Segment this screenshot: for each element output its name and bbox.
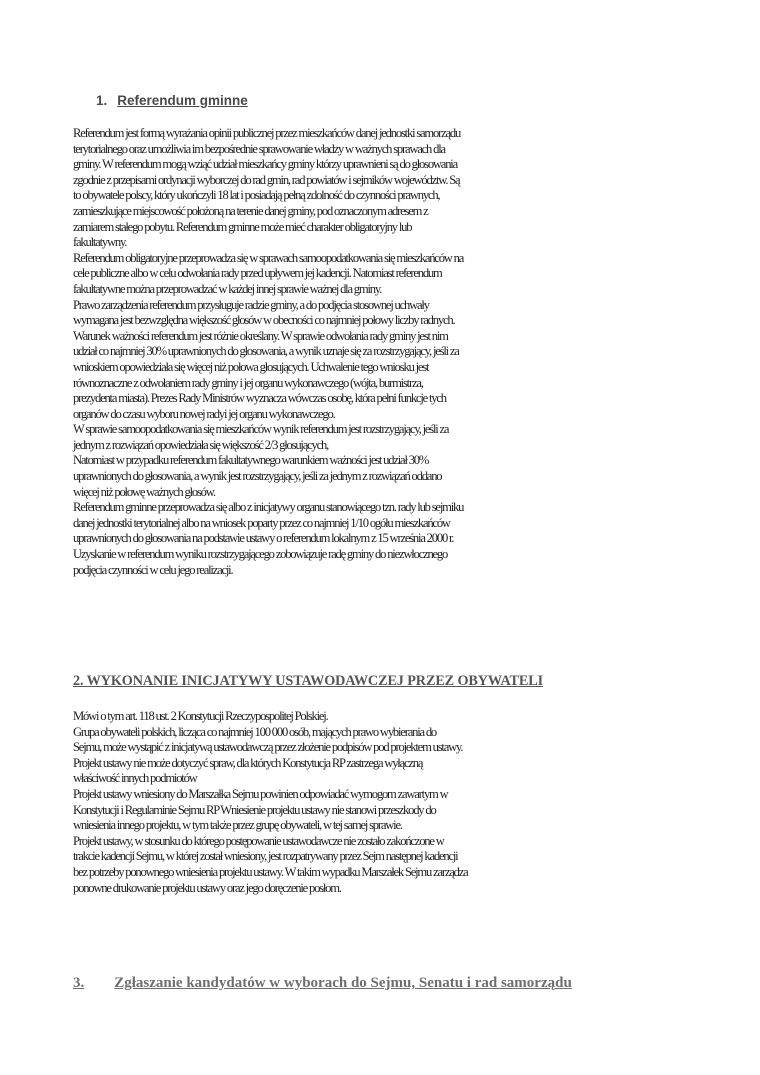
section-1-title: Referendum gminne [117, 93, 248, 108]
text-line: fakultatywne można przeprowadzać w każdej innej sprawie ważnej dla gminy. [73, 281, 382, 296]
text-line: Projekt ustawy wniesiony do Marszałka Sejmu powinien odpowiadać wymogom zawartym w [73, 786, 448, 801]
text-line: Prawo zarządzenia referendum przysługuje radzie gminy, a do podjęcia stosownej uchwały [73, 297, 429, 312]
text-line: zgodnie z przepisami ordynacji wyborczej do rad gmin, rad powiatów i sejmików województw. Są [73, 172, 460, 187]
text-line: terytorialnego oraz umożliwia im bezpośrednie sprawowanie władzy w ważnych sprawach dla [73, 141, 445, 156]
section-2-body [73, 709, 693, 896]
text-line: zamieszkujące miejscowość położoną na terenie danej gminy, pod oznaczonym adresem z [73, 203, 428, 218]
text-line: trakcie kadencji Sejmu, w której został wniesiony, jest rozpatrywany przez Sejm następnej kadencji [73, 849, 458, 864]
section-2-heading: 2. WYKONANIE INICJATYWY USTAWODAWCZEJ PRZEZ OBYWATELI [73, 673, 544, 689]
text-line: gminy. W referendum mogą wziąć udział mieszkańcy gminy którzy uprawnieni są do głosowania [73, 157, 457, 172]
text-line: uprawnionych do głosowania na podstawie ustawy o referendum lokalnym z 15 września 2000 r. [73, 531, 454, 546]
text-line: organów do czasu wyboru nowej radyi jej organu wykonawczego. [73, 406, 335, 421]
text-line: równoznaczne z odwołaniem rady gminy i jej organu wykonawczego (wójta, burmistrza, [73, 375, 423, 390]
section-3-title: Zgłaszanie kandydatów w wyborach do Sejmu, Senatu i rad samorządu [114, 975, 572, 991]
text-line: Uzyskanie w referendum wyniku rozstrzygającego zobowiązuje radę gminy do niezwłocznego [73, 547, 448, 562]
text-line: Referendum gminne przeprowadza się albo z inicjatywy organu stanowiącego tzn. rady lub sejmiku [73, 500, 464, 515]
text-line: uprawnionych do głosowania, a wynik jest rozstrzygający, jeśli za jednym z rozwiązań oddano [73, 469, 442, 484]
text-line: zamiarem stałego pobytu. Referendum gminne może mieć charakter obligatoryjny lub [73, 219, 412, 234]
section-3-heading [73, 975, 572, 992]
text-line: udział co najmniej 30% uprawnionych do głosowania, a wynik uznaje się za rozstrzygający, jeśli za [73, 344, 459, 359]
text-line: fakultatywny. [73, 235, 127, 250]
text-line: wniesienia innego projektu, w tym także przez grupę obywateli, w tej samej sprawie. [73, 818, 402, 833]
text-line: bez potrzeby ponownego wniesienia projektu ustawy. W takim wypadku Marszałek Sejmu zarządza [73, 864, 468, 879]
text-line: Sejmu, może wystąpić z inicjatywą ustawodawczą przez złożenie podpisów pod projektem ustawy. [73, 740, 463, 755]
text-line: Grupa obywateli polskich, licząca co najmniej 100 000 osób, mających prawo wybierania do [73, 724, 437, 739]
text-line: podjęcia czynności w celu jego realizacji. [73, 562, 233, 577]
text-line: cele publiczne albo w celu odwołania rady przed upływem jej kadencji. Natomiast referendum [73, 266, 442, 281]
section-1-body [73, 126, 693, 578]
text-line: wnioskiem opowiedziała się więcej niż połowa głosujących. Uchwalenie tego wniosku jest [73, 359, 429, 374]
text-line: więcej niż połowę ważnych głosów. [73, 484, 215, 499]
section-1-number: 1. [96, 93, 108, 108]
text-line: jednym z rozwiązań opowiedziała się większość 2/3 głosujących, [73, 437, 329, 452]
text-line: właściwość innych podmiotów [73, 771, 197, 786]
text-line: W sprawie samoopodatkowania się mieszkańców wynik referendum jest rozstrzygający, jeśli za [73, 422, 449, 437]
text-line: Mówi o tym art. 118 ust. 2 Konstytucji Rzeczypospolitej Polskiej. [73, 709, 328, 723]
section-3-number: 3. [73, 975, 85, 991]
text-line: Warunek ważności referendum jest różnie określany. W sprawie odwołania rady gminy jest nim [73, 328, 448, 343]
text-line: Projekt ustawy nie może dotyczyć spraw, dla których Konstytucja RP zastrzega wyłączną [73, 755, 423, 770]
text-line: danej jednostki terytorialnej albo na wniosek poparty przez co najmniej 1/10 ogółu mieszkańców [73, 515, 450, 530]
text-line: Referendum jest formą wyrażania opinii publicznej przez mieszkańców danej jednostki samorządu [73, 126, 461, 140]
text-line: to obywatele polscy, który ukończyli 18 lat i posiadają pełną zdolność do czynności prawnych, [73, 188, 440, 203]
text-line: wymagana jest bezwzględna większość głosów w obecności co najmniej połowy liczby radnych. [73, 313, 455, 328]
text-line: Referendum obligatoryjne przeprowadza się w sprawach samoopodatkowania się mieszkańców na [73, 250, 464, 265]
text-line: ponowne drukowanie projektu ustawy oraz jego doręczenie posłom. [73, 880, 341, 895]
text-line: Konstytucji i Regulaminie Sejmu RP Wniesienie projektu ustawy nie stanowi przeszkody do [73, 802, 436, 817]
text-line: prezydenta miasta). Prezes Rady Ministrów wyznacza wówczas osobę, która pełni funkcje tych [73, 391, 446, 406]
section-1-heading [96, 93, 248, 108]
text-line: Projekt ustawy, w stosunku do którego postępowanie ustawodawcze nie zostało zakończone w [73, 833, 444, 848]
text-line: Natomiast w przypadku referendum fakultatywnego warunkiem ważności jest udział 30% [73, 453, 429, 468]
